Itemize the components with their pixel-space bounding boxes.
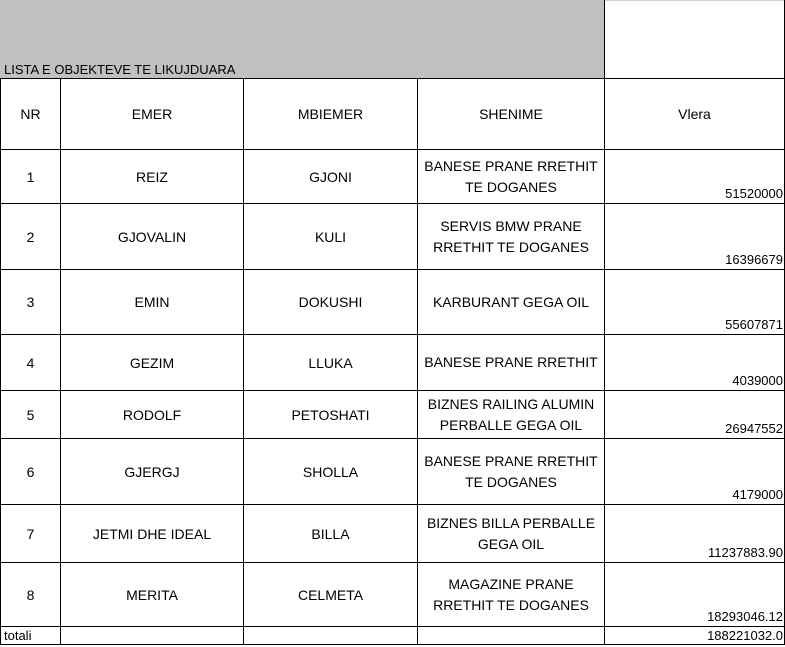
cell-mbiemer[interactable]: CELMETA xyxy=(244,563,418,627)
cell-emer[interactable]: GJOVALIN xyxy=(61,204,244,270)
cell-shenime[interactable]: MAGAZINE PRANE RRETHIT TE DOGANES xyxy=(418,563,605,627)
empty-cell[interactable] xyxy=(61,627,244,645)
table-row xyxy=(1,150,785,204)
header-nr[interactable]: NR xyxy=(1,79,61,150)
cell-mbiemer[interactable]: BILLA xyxy=(244,505,418,563)
title-row xyxy=(1,1,785,79)
cell-mbiemer[interactable]: KULI xyxy=(244,204,418,270)
table-row xyxy=(1,391,785,439)
total-label[interactable]: totali xyxy=(1,627,61,645)
empty-cell[interactable] xyxy=(418,627,605,645)
cell-vlera[interactable]: 55607871 xyxy=(605,270,785,335)
cell-vlera[interactable]: 18293046.12 xyxy=(605,563,785,627)
cell-nr[interactable]: 5 xyxy=(1,391,61,439)
header-mbiemer[interactable]: MBIEMER xyxy=(244,79,418,150)
table-row xyxy=(1,505,785,563)
cell-nr[interactable]: 1 xyxy=(1,150,61,204)
cell-mbiemer[interactable]: LLUKA xyxy=(244,335,418,391)
cell-emer[interactable]: RODOLF xyxy=(61,391,244,439)
cell-emer[interactable]: GEZIM xyxy=(61,335,244,391)
cell-mbiemer[interactable]: SHOLLA xyxy=(244,439,418,505)
empty-cell[interactable] xyxy=(605,1,785,79)
cell-shenime[interactable]: BIZNES BILLA PERBALLE GEGA OIL xyxy=(418,505,605,563)
cell-vlera[interactable]: 16396679 xyxy=(605,204,785,270)
cell-shenime[interactable]: BANESE PRANE RRETHIT TE DOGANES xyxy=(418,439,605,505)
header-emer[interactable]: EMER xyxy=(61,79,244,150)
cell-emer[interactable]: GJERGJ xyxy=(61,439,244,505)
cell-emer[interactable]: MERITA xyxy=(61,563,244,627)
cell-mbiemer[interactable]: DOKUSHI xyxy=(244,270,418,335)
cell-vlera[interactable]: 51520000 xyxy=(605,150,785,204)
cell-nr[interactable]: 3 xyxy=(1,270,61,335)
table-row xyxy=(1,439,785,505)
table-row xyxy=(1,335,785,391)
table-row xyxy=(1,270,785,335)
cell-nr[interactable]: 2 xyxy=(1,204,61,270)
cell-nr[interactable]: 8 xyxy=(1,563,61,627)
cell-emer[interactable]: JETMI DHE IDEAL xyxy=(61,505,244,563)
sheet-title[interactable]: LISTA E OBJEKTEVE TE LIKUJDUARA xyxy=(1,1,605,79)
empty-cell[interactable] xyxy=(244,627,418,645)
header-vlera[interactable]: Vlera xyxy=(605,79,785,150)
cell-shenime[interactable]: BANESE PRANE RRETHIT xyxy=(418,335,605,391)
cell-emer[interactable]: EMIN xyxy=(61,270,244,335)
cell-emer[interactable]: REIZ xyxy=(61,150,244,204)
cell-vlera[interactable]: 11237883.90 xyxy=(605,505,785,563)
cell-nr[interactable]: 6 xyxy=(1,439,61,505)
cell-shenime[interactable]: SERVIS BMW PRANE RRETHIT TE DOGANES xyxy=(418,204,605,270)
header-shenime[interactable]: SHENIME xyxy=(418,79,605,150)
cell-vlera[interactable]: 4179000 xyxy=(605,439,785,505)
total-row xyxy=(1,627,785,645)
cell-mbiemer[interactable]: GJONI xyxy=(244,150,418,204)
cell-nr[interactable]: 4 xyxy=(1,335,61,391)
cell-shenime[interactable]: KARBURANT GEGA OIL xyxy=(418,270,605,335)
cell-vlera[interactable]: 26947552 xyxy=(605,391,785,439)
table-row xyxy=(1,563,785,627)
total-value[interactable]: 188221032.0 xyxy=(605,627,785,645)
cell-vlera[interactable]: 4039000 xyxy=(605,335,785,391)
cell-nr[interactable]: 7 xyxy=(1,505,61,563)
header-row xyxy=(1,79,785,150)
cell-shenime[interactable]: BIZNES RAILING ALUMIN PERBALLE GEGA OIL xyxy=(418,391,605,439)
cell-mbiemer[interactable]: PETOSHATI xyxy=(244,391,418,439)
table-row xyxy=(1,204,785,270)
cell-shenime[interactable]: BANESE PRANE RRETHIT TE DOGANES xyxy=(418,150,605,204)
